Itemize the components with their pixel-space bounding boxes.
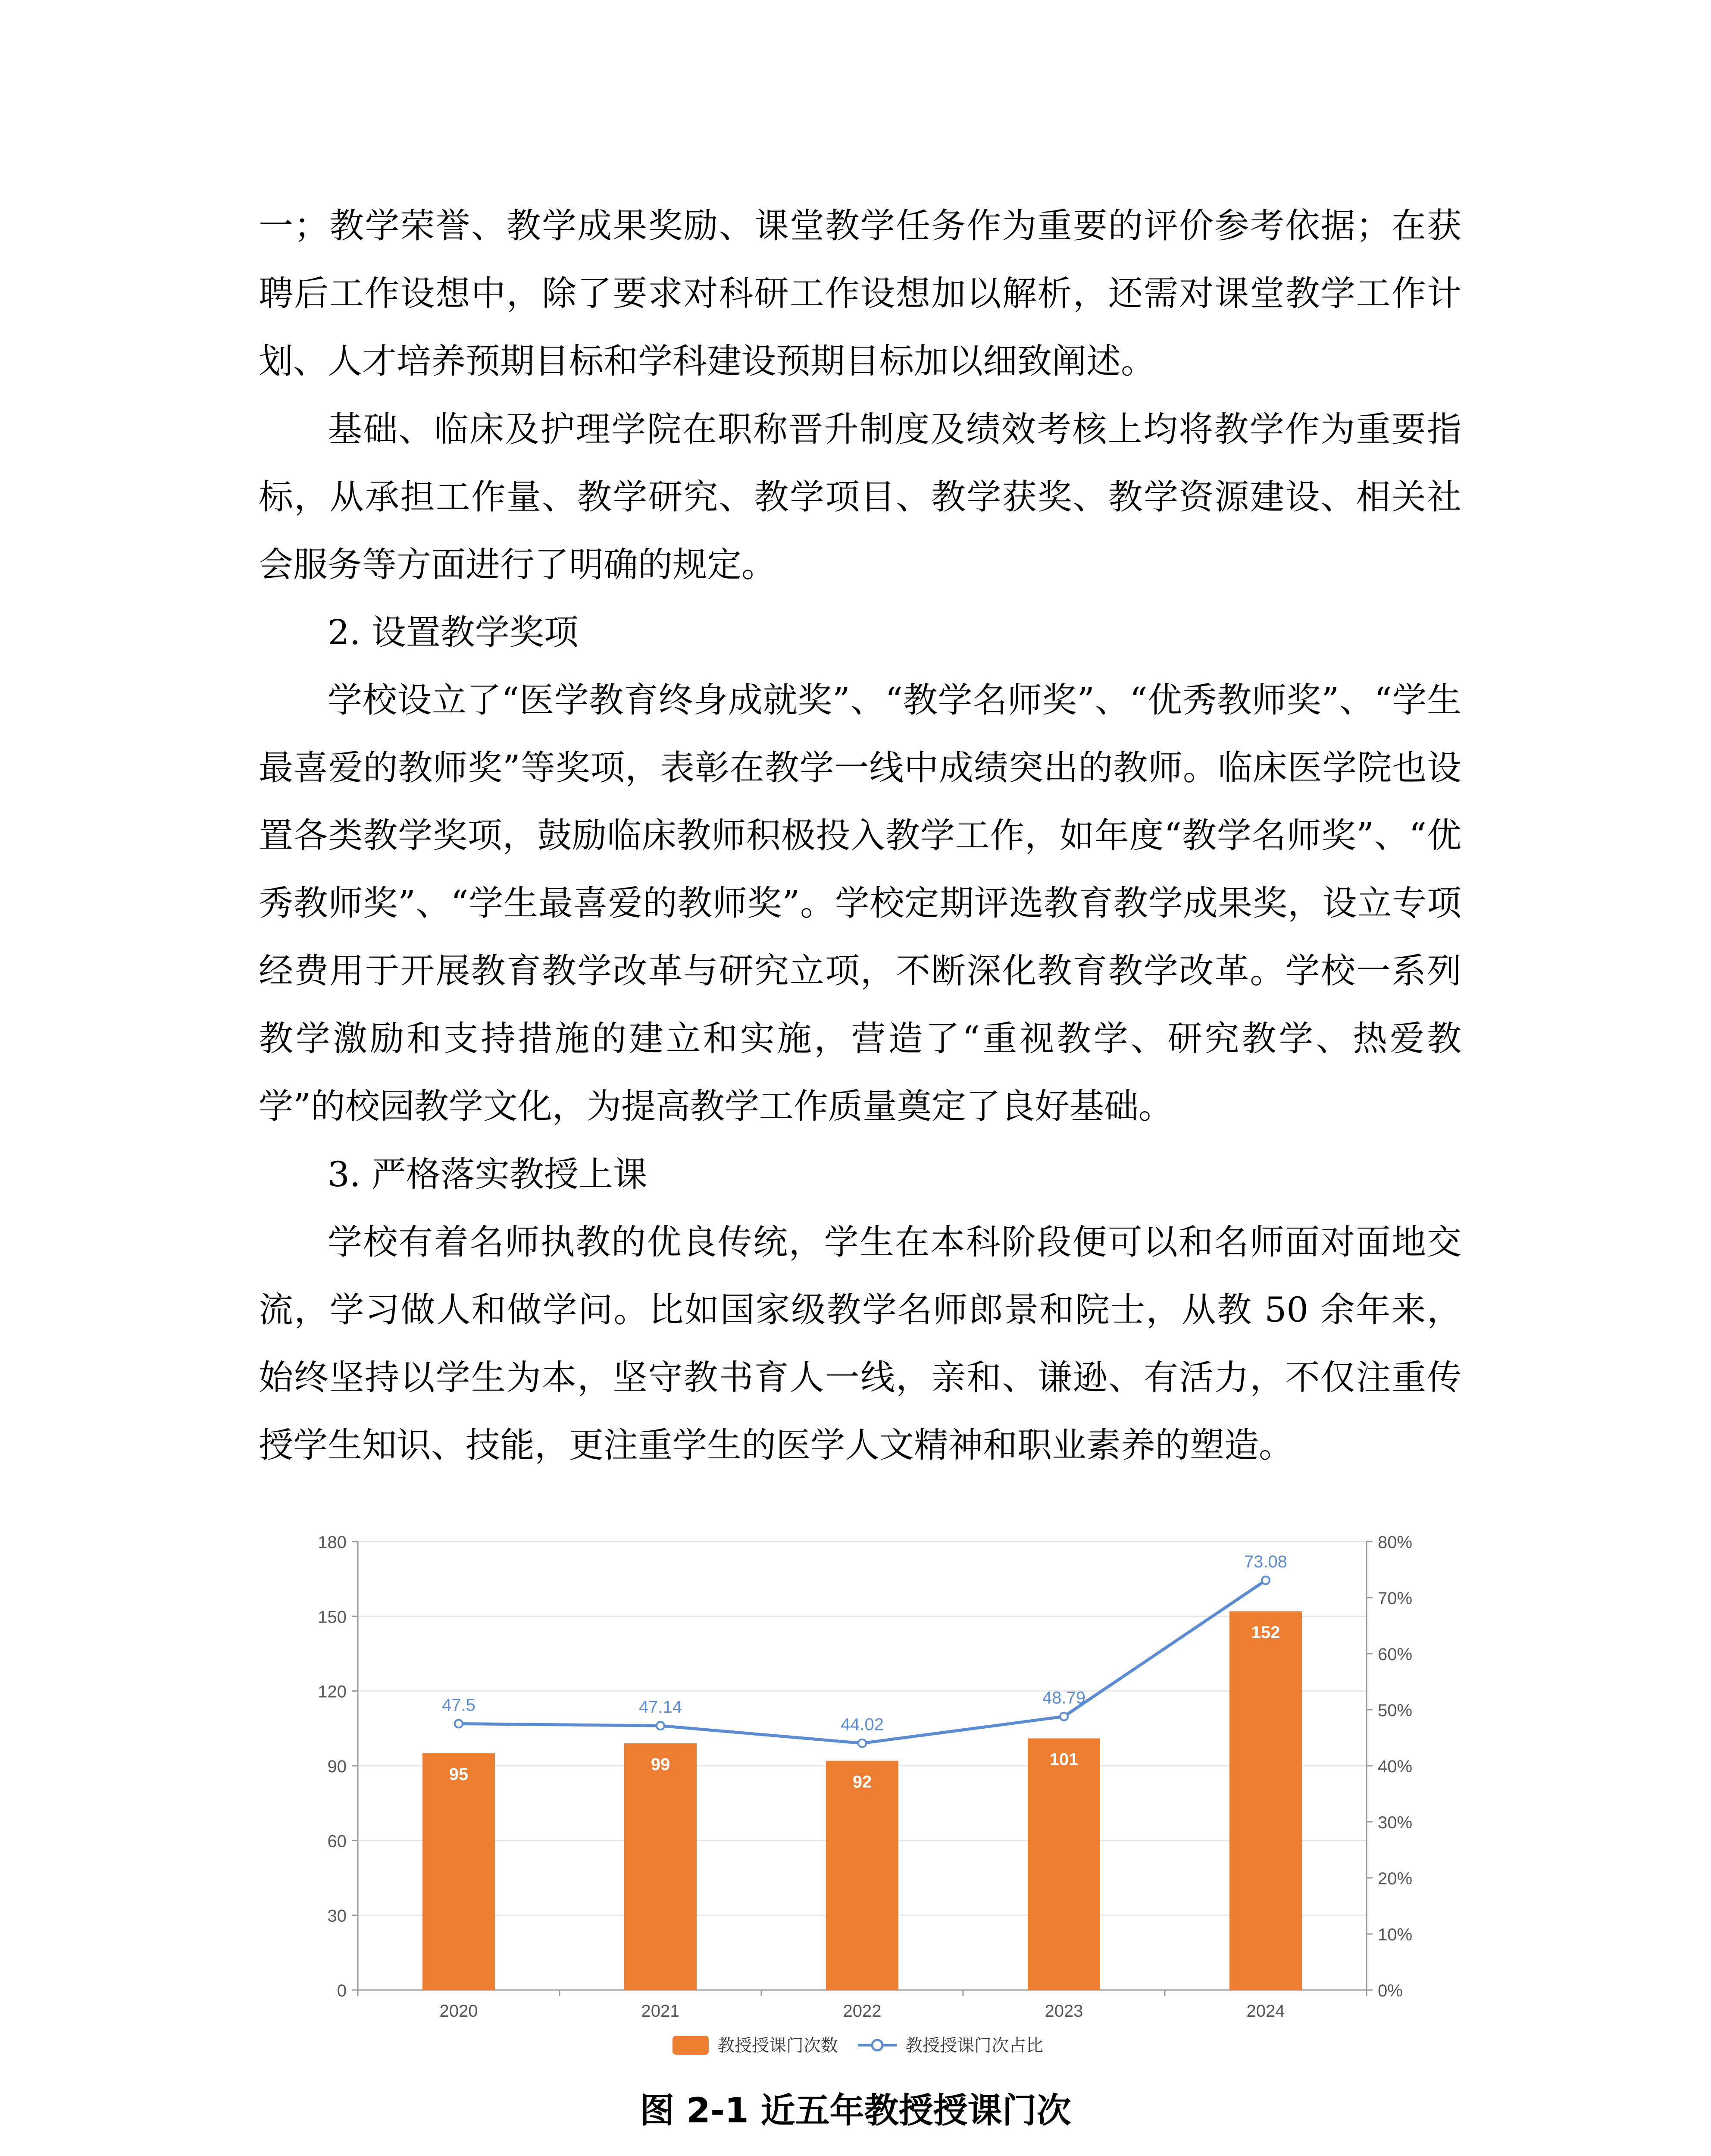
heading-teaching-awards: 2. 设置教学奖项 xyxy=(328,612,579,652)
figure-caption: 图 2-1 近五年教授授课门次 xyxy=(640,2090,1071,2131)
paragraph-tradition: 学校有着名师执教的优良传统，学生在本科阶段便可以和名师面对面地交流，学习做人和做学问。比如国家级教学名师郎景和院士，从教 50 余年来，始终坚持以学生为本，坚守教书育人一线，亲和、谦逊、有活力，不仅注重传授学生知识、技能，更注重学生的医学人文精神和职业素养的塑造。 xyxy=(259,1222,1461,1465)
y-left-tick-label: 180 xyxy=(318,1533,347,1552)
combo-chart xyxy=(259,1488,1457,2078)
x-tick-label: 2023 xyxy=(1045,2002,1083,2021)
bar xyxy=(1028,1738,1100,1990)
paragraph-awards: 学校设立了“医学教育终身成就奖”、“教学名师奖”、“优秀教师奖”、“学生最喜爱的教师奖”等奖项，表彰在教学一线中成绩突出的教师。临床医学院也设置各类教学奖项，鼓励临床教师积极投入教学工作，如年度“教学名师奖”、“优秀教师奖”、“学生最喜爱的教师奖”。学校定期评选教育教学成果奖，设立专项经费用于开展教育教学改革与研究立项，不断深化教育教学改革。学校一系列教学激励和支持措施的建立和实施，营造了“重视教学、研究教学、热爱教学”的校园教学文化，为提高教学工作质量奠定了良好基础。 xyxy=(259,680,1461,1126)
bar xyxy=(826,1761,898,1990)
x-tick-label: 2024 xyxy=(1246,2002,1285,2021)
line-point xyxy=(455,1720,463,1728)
y-right-tick-label: 20% xyxy=(1378,1869,1413,1888)
line-point xyxy=(858,1739,866,1747)
bar-value-label: 99 xyxy=(651,1755,670,1774)
bar-value-label: 92 xyxy=(852,1772,872,1792)
line-point xyxy=(1060,1713,1068,1720)
line-value-label: 47.5 xyxy=(442,1695,475,1715)
y-left-tick-label: 60 xyxy=(327,1832,347,1851)
line-point xyxy=(1262,1576,1270,1584)
line-value-label: 73.08 xyxy=(1244,1552,1288,1571)
paragraph-promotion: 基础、临床及护理学院在职称晋升制度及绩效考核上均将教学作为重要指标，从承担工作量、教学研究、教学项目、教学获奖、教学资源建设、相关社会服务等方面进行了明确的规定。 xyxy=(259,409,1461,585)
bar xyxy=(1229,1611,1302,1990)
legend-line-label: 教授授课门次占比 xyxy=(905,2036,1043,2055)
y-right-tick-label: 10% xyxy=(1378,1925,1413,1944)
y-right-tick-label: 30% xyxy=(1378,1813,1413,1832)
y-right-tick-label: 80% xyxy=(1378,1533,1413,1552)
line-value-label: 44.02 xyxy=(840,1715,884,1734)
y-left-tick-label: 150 xyxy=(318,1608,347,1627)
y-left-tick-label: 120 xyxy=(318,1682,347,1702)
bar xyxy=(624,1743,697,1990)
legend-bar-swatch xyxy=(673,2036,709,2055)
y-right-tick-label: 50% xyxy=(1378,1701,1413,1720)
x-tick-label: 2020 xyxy=(439,2002,478,2021)
bar-value-label: 101 xyxy=(1049,1750,1079,1769)
line-value-label: 47.14 xyxy=(638,1698,682,1717)
legend-bar-label: 教授授课门次数 xyxy=(717,2036,838,2055)
line-value-label: 48.79 xyxy=(1042,1688,1086,1708)
legend-line-marker xyxy=(872,2040,882,2050)
x-tick-label: 2022 xyxy=(843,2002,882,2021)
y-left-tick-label: 0 xyxy=(337,1981,347,2000)
y-right-tick-label: 40% xyxy=(1378,1757,1413,1776)
bar-value-label: 152 xyxy=(1251,1623,1280,1642)
figure-chart xyxy=(259,1488,1457,2078)
y-right-tick-label: 60% xyxy=(1378,1645,1413,1664)
bar xyxy=(422,1753,495,1990)
paragraph-evaluation: 一；教学荣誉、教学成果奖励、课堂教学任务作为重要的评价参考依据；在获聘后工作设想中，除了要求对科研工作设想加以解析，还需对课堂教学工作计划、人才培养预期目标和学科建设预期目标加以细致阐述。 xyxy=(259,206,1461,381)
y-left-tick-label: 90 xyxy=(327,1757,347,1776)
y-right-tick-label: 70% xyxy=(1378,1589,1413,1608)
x-tick-label: 2021 xyxy=(641,2002,680,2021)
bar-value-label: 95 xyxy=(449,1765,469,1784)
heading-professors-teaching: 3. 严格落实教授上课 xyxy=(328,1154,647,1194)
y-left-tick-label: 30 xyxy=(327,1906,347,1926)
line-point xyxy=(657,1722,664,1730)
y-right-tick-label: 0% xyxy=(1378,1981,1403,2000)
